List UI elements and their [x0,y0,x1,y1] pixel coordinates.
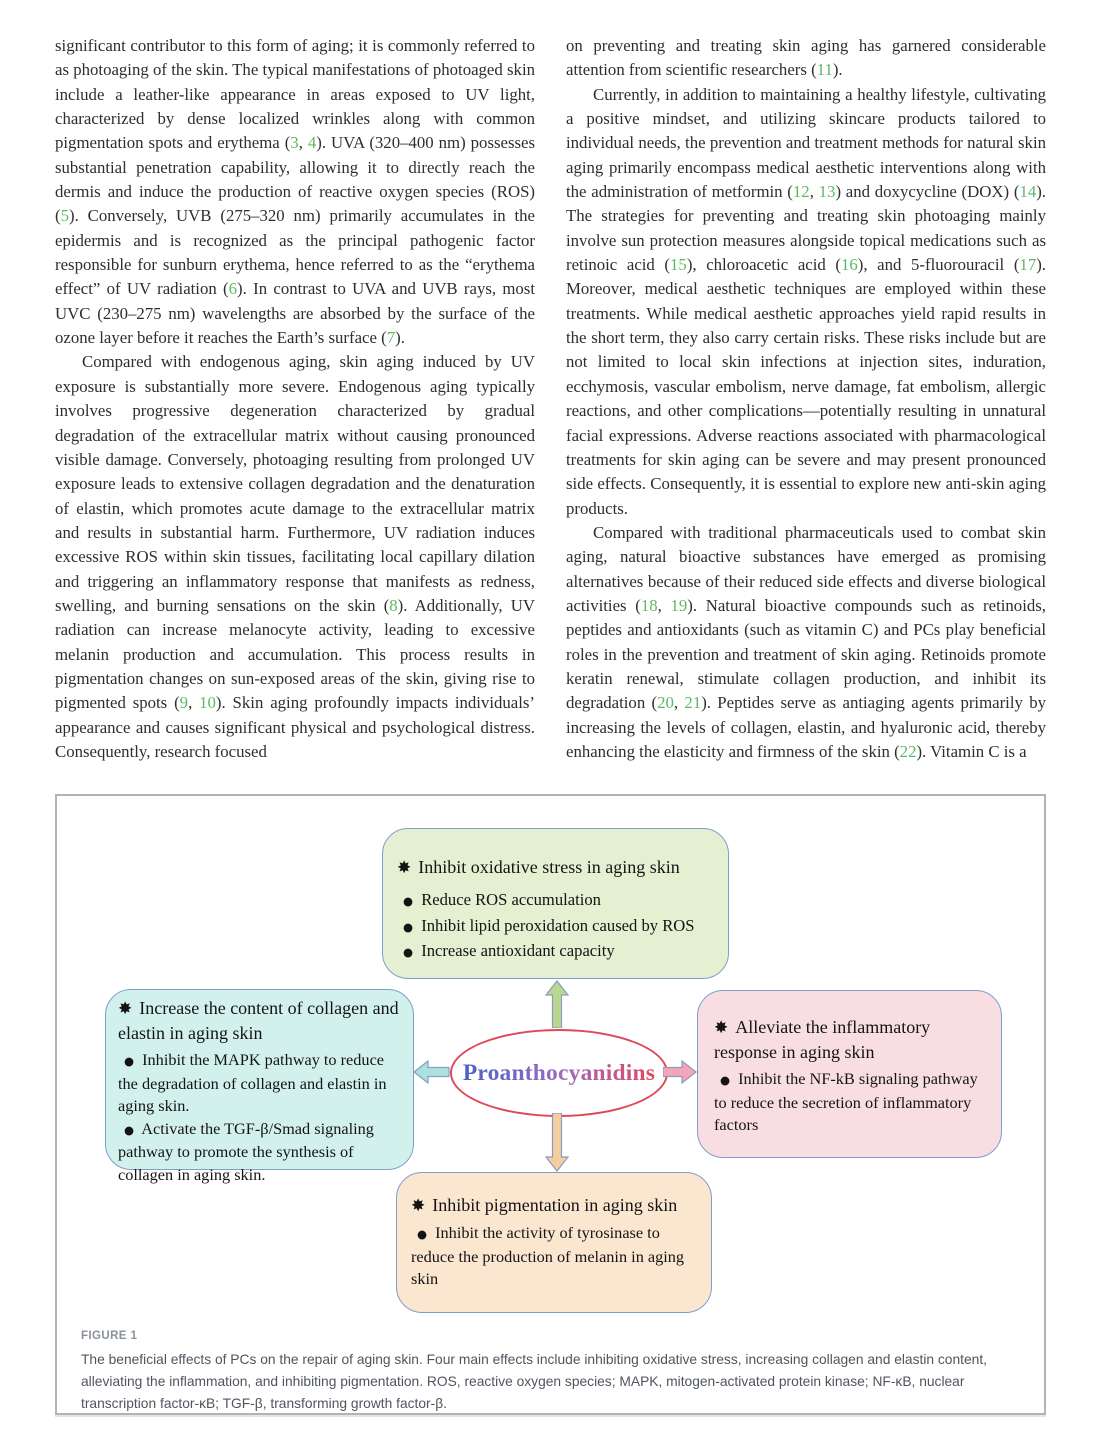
bullet-icon: ● [720,1073,731,1087]
text-run: ) and doxycycline (DOX) ( [835,182,1020,202]
effect-box-collagen-elastin [105,989,414,1184]
center-label: Proanthocyanidins [462,1059,656,1086]
paragraph [55,350,535,764]
box-bullet: ● Activate the TGF-β/Smad signaling pathway to promote the synthesis of collagen in aging skin. [118,1118,374,1184]
citation-link[interactable]: 10 [199,693,216,713]
star-icon: ✸ [714,1018,729,1038]
box-bullets [714,1068,993,1137]
text-run: Compared with traditional pharmaceuticals used to combat skin aging, natural bioactive substances have emerged as promising alternatives because of their reduced side effects and diverse biological activities ( [566,522,1046,615]
box-bullet: ● Inhibit the MAPK pathway to reduce the degradation of collagen and elastin in aging skin. [118,1050,387,1116]
star-icon: ✸ [411,1196,426,1216]
box-bullets [118,1049,405,1187]
article-body [55,34,1047,764]
citation-link[interactable]: 3 [290,133,299,153]
text-run: Currently, in addition to maintaining a healthy lifestyle, cultivating a positive mindset, and utilizing skincare products tailored to individual needs, the prevention and treatment methods for natural skin aging primarily encompass medical aesthetic interventions along with the administration of metformin ( [566,84,1046,202]
citation-link[interactable]: 13 [818,182,836,202]
box-bullet: ● Inhibit the NF-kB signaling pathway to reduce the secretion of inflammatory factors [714,1069,978,1135]
citation-link[interactable]: 22 [899,741,917,761]
text-run: , [188,693,200,713]
figure-diagram [57,796,1044,1413]
figure-caption [81,1330,1004,1414]
text-run: , [673,693,685,713]
center-node [450,1029,668,1117]
box-bullet: ● Inhibit the activity of tyrosinase to reduce the production of melanin in aging skin [411,1223,685,1289]
star-icon: ✸ [118,999,133,1019]
text-run: ). The strategies for preventing and treating skin photoaging mainly involve sun protection measures alongside topical medications such as retinoic acid ( [566,182,1047,275]
box-title [411,1193,703,1218]
text-run: ). UVA (320–400 nm) possesses substantial penetration capability, allowing it to directly reach the dermis and induce the production of reactive oxygen species (ROS) ( [55,133,535,226]
text-run: , [809,182,819,202]
box-bullets [411,1222,703,1291]
citation-link[interactable]: 16 [840,255,858,275]
text-run: ). [832,60,843,80]
citation-link[interactable]: 15 [670,255,687,275]
arrow-down-icon [544,1113,570,1172]
text-run: , [657,595,671,615]
citation-link[interactable]: 5 [60,206,69,226]
text-run: ), and 5-fluorouracil ( [857,255,1020,275]
citation-link[interactable]: 21 [684,693,702,713]
effect-box-inflammatory [697,990,1002,1158]
effect-box-oxidative-stress [382,828,729,979]
box-title-text: Inhibit oxidative stress in aging skin [418,857,680,877]
paragraph [566,83,1046,521]
citation-link[interactable]: 9 [179,693,189,713]
text-run: ). Natural bioactive compounds such as retinoids, peptides and antioxidants (such as vitamin C) and PCs play beneficial roles in the prevention and treatment of skin aging. Retinoids promote keratin renewal, stimulate collagen production, and inhibit its degradation ( [566,595,1046,713]
citation-link[interactable]: 14 [1019,182,1037,202]
citation-link[interactable]: 18 [640,595,658,615]
box-bullets [397,888,718,965]
box-title [118,996,405,1045]
text-run: ). Moreover, medical aesthetic techniques are employed within these treatments. While medical aesthetic approaches yield rapid results in the short term, they also carry certain risks. These risks include but are not limited to local skin infections at injection sites, induration, ecchymosis, vascular embolism, nerve damage, fat embolism, allergic reactions, and other complications—potentially resulting in unnatural facial expressions. Adverse reactions associated with pharmacological treatments for skin aging can be severe and may present pronounced side effects. Consequently, it is essential to explore new anti-skin aging products. [566,255,1046,518]
bullet-icon: ● [403,894,414,908]
text-run: ). Conversely, UVB (275–320 nm) primarily accumulates in the epidermis and is recognized as the principal pathogenic factor responsible for sunburn erythema, hence referred to as the “erythema effect” of UV radiation ( [55,206,535,299]
text-run: ). [395,328,405,348]
bullet-icon: ● [403,919,414,934]
text-run: significant contributor to this form of aging; it is commonly referred to as photoaging of the skin. The typical manifestations of photoaged skin include a leather-like appearance in areas exposed to UV light, characterized by dense localized wrinkles along with common pigmentation spots and erythema ( [55,36,535,153]
bullet-icon: ● [124,1054,135,1068]
arrow-left-icon [413,1059,450,1085]
citation-link[interactable]: 6 [228,279,238,299]
box-bullet: ● Inhibit lipid peroxidation caused by ROS [403,915,695,935]
star-icon: ✸ [397,858,412,878]
citation-link[interactable]: 20 [657,693,674,713]
box-title-text: Alleviate the inflammatory response in aging skin [714,1017,931,1062]
text-run: ). Vitamin C is a [916,741,1027,761]
article-column-left [55,34,535,764]
citation-link[interactable]: 17 [1019,255,1037,275]
citation-link[interactable]: 11 [816,60,833,80]
text-run: Compared with endogenous aging, skin aging induced by UV exposure is substantially more severe. Endogenous aging typically involves progressive degeneration characterized by gradual degradation of the extracellular matrix without causing pronounced visible damage. Conversely, photoaging resulting from prolonged UV exposure leads to extensive collagen degradation and the denaturation of elastin, which promotes acute damage to the extracellular matrix and results in substantial harm. Furthermore, UV radiation induces excessive ROS within skin tissues, facilitating local capillary dilation and triggering an inflammatory response that manifests as redness, swelling, and burning sensations on the skin ( [55,352,535,615]
box-title [397,855,718,880]
citation-link[interactable]: 19 [670,595,688,615]
text-run: ). Skin aging profoundly impacts individuals’ appearance and causes significant physical and psychological distress. Consequently, research focused [55,693,536,761]
figure-caption-text: The beneficial effects of PCs on the repair of aging skin. Four main effects include inhibiting oxidative stress, increasing collagen and elastin content, alleviating the inflammation, and inhibiting pigmentation. ROS, reactive oxygen species; MAPK, mitogen-activated protein kinase; NF-κB, nuclear transcription factor-κB; TGF-β, transforming growth factor-β. [81,1352,988,1411]
effect-box-pigmentation [396,1172,712,1313]
text-run: ). Additionally, UV radiation can increase melanocyte activity, leading to excessive melanin production and accumulation. This process results in pigmentation changes on sun-exposed areas of the skin, giving rise to pigmented spots ( [55,595,535,713]
citation-link[interactable]: 8 [389,595,398,615]
figure-label: FIGURE 1 [81,1330,138,1342]
arrow-right-icon [663,1059,697,1085]
paragraph [55,34,535,350]
citation-link[interactable]: 4 [307,133,317,153]
box-title-text: Inhibit pigmentation in aging skin [432,1195,678,1215]
bullet-icon: ● [417,1227,428,1241]
box-bullet: ● Increase antioxidant capacity [403,941,615,960]
bullet-icon: ● [124,1122,135,1137]
paragraph [566,34,1046,83]
citation-link[interactable]: 12 [792,182,810,202]
text-run: on preventing and treating skin aging has garnered considerable attention from scientific researchers ( [566,36,1046,80]
paragraph [566,521,1046,764]
text-run: , [298,133,308,153]
text-run: ). In contrast to UVA and UVB rays, most UVC (230–275 nm) wavelengths are absorbed by the surface of the ozone layer before it reaches the Earth’s surface ( [55,279,535,348]
text-run: ). Peptides serve as antiaging agents primarily by increasing the levels of collagen, elastin, and hyaluronic acid, thereby enhancing the elasticity and firmness of the skin ( [566,693,1047,761]
figure-panel [55,794,1046,1415]
article-column-right [566,34,1046,764]
citation-link[interactable]: 7 [386,328,396,348]
arrow-up-icon [544,980,570,1028]
box-title-text: Increase the content of collagen and elastin in aging skin [118,998,399,1043]
text-run: ), chloroacetic acid ( [686,255,841,275]
bullet-icon: ● [403,945,414,959]
box-bullet: ● Reduce ROS accumulation [403,890,601,909]
box-title [714,1015,993,1064]
